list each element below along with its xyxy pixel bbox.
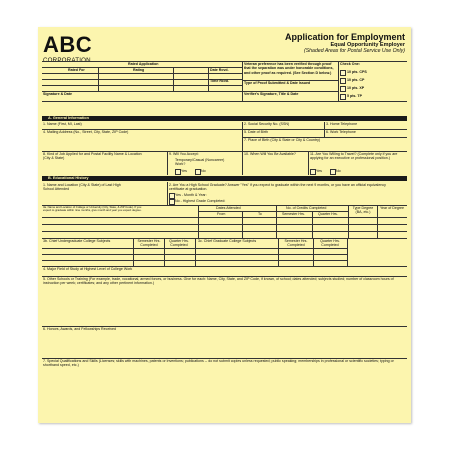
signature-date-label: Signature & Date	[43, 92, 72, 96]
checkbox-10pts-xp[interactable]	[340, 86, 346, 92]
form-subtitle: Equal Opportunity Employer	[330, 42, 405, 48]
major-field-label: 4. Major Field of Study at Highest Level of College Work	[43, 267, 133, 271]
college-label: 3a. Name and Location of College or University (City, State, & ZIP Code). If you expect to graduate within nine months, give month and year you expect degree.	[43, 205, 142, 213]
company-logo-subtitle: CORPORATION	[43, 57, 91, 64]
travel-yes-checkbox[interactable]	[310, 169, 316, 175]
hs-graduate-question: 2. Are You a High School Graduate? Answer "Yes" if you expect to graduate within the next 9 months, or you have an official equivalency certificate at graduation.	[169, 183, 386, 192]
credits-completed-label: No. of Credits Completed	[286, 206, 327, 210]
ssn-field-label: 2. Social Security No. (SSN)	[244, 122, 290, 126]
year-degree-label: Year of Degree	[379, 206, 405, 210]
form-subtitle-note: (Shaded Areas for Postal Service Use Only)	[303, 48, 405, 54]
semester-hrs-label: Semester Hrs.	[282, 212, 305, 216]
ug-semester-hrs-label: Semester Hrs. Completed	[137, 239, 161, 248]
special-qualifications-label: 7. Special Qualifications and Skills (Licenses; skills with machines, patents or inventions; publications -- do not submit copies unless requested; public speaking; memberships in professional or scientific societies; typing or shorthand speed, etc.)	[43, 359, 394, 368]
application-form-page	[38, 27, 411, 423]
no-label: No	[336, 169, 341, 173]
temporary-no-checkbox[interactable]	[195, 169, 201, 175]
from-label: From	[217, 212, 226, 216]
form-title: Application for Employment	[284, 32, 405, 42]
kind-of-job-label: 8. Kind of Job Applied for and Postal Facility Name & Location (City & State)	[43, 152, 142, 161]
section-a-header: A. General Information	[42, 116, 407, 121]
chief-undergraduate-subjects-label: 3b. Chief Undergraduate College Subjects	[43, 239, 111, 243]
quarter-hrs-label: Quarter Hrs.	[318, 212, 338, 216]
date-rcvd-label: Date Rcvd.	[210, 68, 229, 72]
verifier-signature-label: Verifier's Signature, Title & Date	[244, 92, 299, 96]
work-phone-field-label: 6. Work Telephone	[326, 130, 356, 134]
name-field-label: 1. Name (First, MI, Last)	[43, 122, 82, 126]
dob-field-label: 5. Date of Birth	[244, 130, 268, 134]
other-schools-label: 5. Other Schools or Training (For example, trade, vocational, armed forces, or business. Give for each: Name, City, State, and ZIP Code, if known, of school; dates attended; subjects studied; number of classroom hours of instruction per week; certificates; and any other pertinent information.)	[43, 277, 394, 286]
yes-label: Yes	[316, 169, 322, 173]
veteran-preference-text: Veteran preference has been verified through proof that the separation was under honorable conditions, and other proof as required. (See Section D below.)	[244, 62, 334, 75]
dates-attended-label: Dates Attended	[216, 206, 241, 210]
graduate-yes-checkbox[interactable]	[169, 193, 175, 199]
chief-graduate-subjects-label: 3c. Chief Graduate College Subjects	[198, 239, 257, 243]
grad-quarter-hrs-label: Quarter Hrs. Completed	[320, 239, 340, 248]
temporary-yes-checkbox[interactable]	[175, 169, 181, 175]
time-rcvd-label: Time Rcvd.	[210, 79, 230, 83]
yes-month-year-label: Yes - Month & Year:	[175, 193, 207, 197]
type-degree-label: Type Degree (BA, etc.)	[352, 206, 374, 215]
company-logo: ABC	[43, 32, 93, 57]
no-highest-grade-label: No - Highest Grade Completed:	[175, 199, 226, 203]
section-b-header: B. Educational History	[42, 176, 407, 181]
willing-travel-label: 11. Are You Willing to Travel? (Complete only if you are applying for an executive or professional position.)	[310, 152, 398, 161]
checkbox-10pts-cps[interactable]	[340, 70, 346, 76]
no-label: No	[201, 169, 206, 173]
home-phone-field-label: 3. Home Telephone	[326, 122, 358, 126]
yes-label: Yes	[181, 169, 187, 173]
check-option-label: 10 pts. CP	[347, 78, 365, 82]
check-option-label: 10 pts. XP	[347, 86, 365, 90]
check-one-label: Check One:	[340, 62, 360, 66]
when-available-label: 10. When Will You Be Available?	[244, 152, 296, 156]
ug-quarter-hrs-label: Quarter Hrs. Completed	[169, 239, 189, 248]
graduate-no-checkbox[interactable]	[169, 199, 175, 205]
checkbox-5pts-tp[interactable]	[340, 94, 346, 100]
type-of-proof-label: Type of Proof Submitted & Date Issued	[244, 81, 311, 85]
rated-application-heading: Rated Application	[128, 62, 159, 66]
place-of-birth-label: 7. Place of Birth (City & State or City & Country)	[244, 138, 321, 142]
high-school-label: 1. Name and Location (City & State) of Last High School Attended	[43, 183, 121, 192]
travel-no-checkbox[interactable]	[330, 169, 336, 175]
checkbox-10pts-cp[interactable]	[340, 78, 346, 84]
grad-semester-hrs-label: Semester Hrs. Completed	[284, 239, 308, 248]
mailing-address-label: 4. Mailing Address (No., Street, City, State, ZIP Code)	[43, 130, 129, 134]
will-accept-label: 9. Will You Accept:	[169, 152, 199, 156]
to-label: To	[258, 212, 262, 216]
honors-label: 6. Honors, Awards, and Fellowships Received	[43, 327, 117, 331]
temporary-work-label: Temporary/Casual (Noncareer) Work?	[175, 158, 225, 167]
check-option-label: 5 pts. TP	[347, 94, 362, 98]
rating-label: Rating	[133, 68, 145, 72]
rated-for-label: Rated For	[68, 68, 85, 72]
check-option-label: 10 pts. CPS	[347, 70, 367, 74]
